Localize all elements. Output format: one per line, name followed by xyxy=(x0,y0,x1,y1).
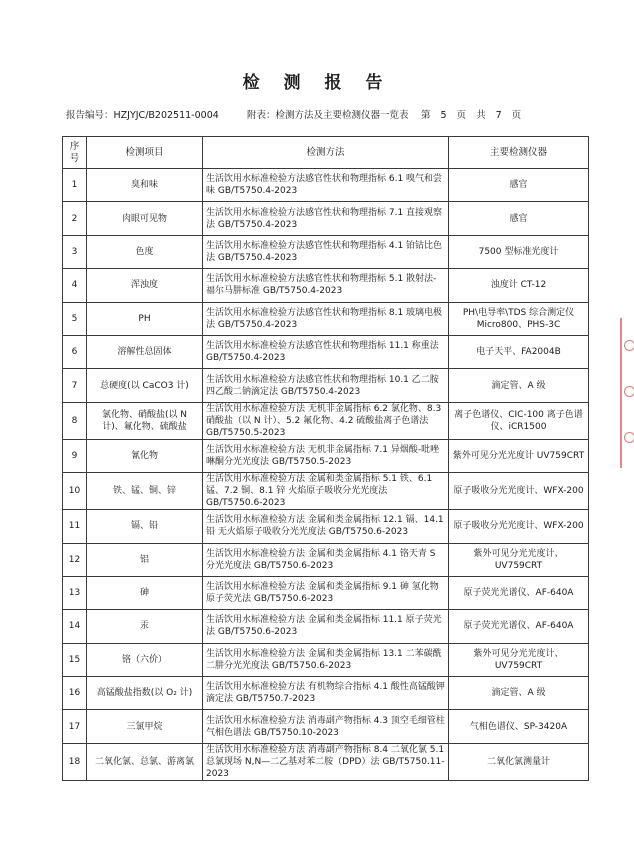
cell-instrument: 原子吸收分光光度计、WFX-200 xyxy=(449,510,589,543)
cell-instrument: 感官 xyxy=(449,169,589,202)
cell-method: 生活饮用水标准检验方法感官性状和物理指标 10.1 乙二胺四乙酸二钠滴定法 GB/T5750.4-2023 xyxy=(203,369,449,402)
cell-instrument: 滴定管、A 级 xyxy=(449,677,589,710)
cell-item: PH xyxy=(87,302,203,335)
cell-no: 8 xyxy=(63,402,87,439)
cell-method: 生活饮用水标准检验方法 无机非金属指标 7.1 异烟酸-吡唑啉酮分光光度法 GB/T5750.5-2023 xyxy=(203,439,449,472)
cell-item: 铝 xyxy=(87,543,203,576)
cell-method: 生活饮用水标准检验方法 金属和类金属指标 9.1 砷 氢化物原子荧光法 GB/T5750.6-2023 xyxy=(203,576,449,609)
cell-instrument: 电子天平、FA2004B xyxy=(449,335,589,368)
cell-no: 14 xyxy=(63,610,87,643)
cell-instrument: 紫外可见分光光度计 UV759CRT xyxy=(449,439,589,472)
cell-method: 生活饮用水标准检验方法感官性状和物理指标 8.1 玻璃电极法 GB/T5750.4-2023 xyxy=(203,302,449,335)
header-method: 检测方法 xyxy=(203,137,449,169)
page-indicator: 第 5 页 共 7 页 xyxy=(421,110,522,121)
header-instrument: 主要检测仪器 xyxy=(449,137,589,169)
cell-instrument: 二氧化氯测量计 xyxy=(449,743,589,780)
cell-method: 生活饮用水标准检验方法 消毒副产物指标 4.3 顶空毛细管柱气相色谱法 GB/T5750.10-2023 xyxy=(203,710,449,743)
cell-instrument: 7500 型标准光度计 xyxy=(449,235,589,268)
header-item: 检测项目 xyxy=(87,137,203,169)
report-number: 报告编号：HZJYJC/B202511-0004 xyxy=(66,110,219,121)
table-row xyxy=(63,202,589,235)
cell-no: 1 xyxy=(63,169,87,202)
table-row xyxy=(63,677,589,710)
cell-method: 生活饮用水标准检验方法 消毒副产物指标 8.4 二氧化氯 5.1 总氯现场 N,N—二乙基对苯二胺（DPD）法 GB/T5750.11-2023 xyxy=(203,743,449,780)
cell-no: 15 xyxy=(63,643,87,676)
cell-instrument: 紫外可见分光光度计、UV759CRT xyxy=(449,543,589,576)
cell-method: 生活饮用水标准检验方法 金属和类金属指标 4.1 铬天青 S 分光光度法 GB/T5750.6-2023 xyxy=(203,543,449,576)
cell-instrument: 气相色谱仪、SP-3420A xyxy=(449,710,589,743)
table-row xyxy=(63,269,589,302)
table-row xyxy=(63,643,589,676)
cell-method: 生活饮用水标准检验方法感官性状和物理指标 6.1 嗅气和尝味 GB/T5750.4-2023 xyxy=(203,169,449,202)
table-header-row xyxy=(63,137,589,169)
cell-method: 生活饮用水标准检验方法感官性状和物理指标 5.1 散射法-福尔马肼标准 GB/T5750.4-2023 xyxy=(203,269,449,302)
table-row xyxy=(63,576,589,609)
table-row xyxy=(63,610,589,643)
cell-no: 6 xyxy=(63,335,87,368)
cell-method: 生活饮用水标准检验方法 金属和类金属指标 5.1 铁、6.1 锰、7.2 铜、8.1 锌 火焰原子吸收分光光度法 GB/T5750.6-2023 xyxy=(203,473,449,510)
table-row xyxy=(63,439,589,472)
cell-no: 4 xyxy=(63,269,87,302)
cell-instrument: 感官 xyxy=(449,202,589,235)
cell-no: 11 xyxy=(63,510,87,543)
cell-item: 色度 xyxy=(87,235,203,268)
cell-instrument: 紫外可见分光光度计、UV759CRT xyxy=(449,643,589,676)
cell-item: 氰化物 xyxy=(87,439,203,472)
cell-no: 18 xyxy=(63,743,87,780)
header-no: 序号 xyxy=(63,137,87,169)
cell-no: 16 xyxy=(63,677,87,710)
cell-item: 臭和味 xyxy=(87,169,203,202)
cell-instrument: 原子吸收分光光度计、WFX-200 xyxy=(449,473,589,510)
report-title: 检 测 报 告 xyxy=(242,73,392,93)
methods-table xyxy=(62,136,589,781)
cell-item: 肉眼可见物 xyxy=(87,202,203,235)
cell-item: 浑浊度 xyxy=(87,269,203,302)
cell-method: 生活饮用水标准检验方法感官性状和物理指标 11.1 称重法 GB/T5750.4-2023 xyxy=(203,335,449,368)
table-row xyxy=(63,369,589,402)
cell-item: 铁、锰、铜、锌 xyxy=(87,473,203,510)
cell-item: 二氧化氯、总氯、游离氯 xyxy=(87,743,203,780)
cell-no: 12 xyxy=(63,543,87,576)
cell-method: 生活饮用水标准检验方法 金属和类金属指标 11.1 原子荧光法 GB/T5750.6-2023 xyxy=(203,610,449,643)
table-row xyxy=(63,473,589,510)
cell-no: 10 xyxy=(63,473,87,510)
cell-instrument: 原子荧光光谱仪、AF-640A xyxy=(449,576,589,609)
cell-method: 生活饮用水标准检验方法 无机非金属指标 6.2 氯化物、8.3 硝酸盐（以 N 计）、5.2 氟化物、4.2 硫酸盐离子色谱法 GB/T5750.5-2023 xyxy=(203,402,449,439)
cell-no: 7 xyxy=(63,369,87,402)
cell-item: 镉、铅 xyxy=(87,510,203,543)
cell-item: 溶解性总固体 xyxy=(87,335,203,368)
cell-item: 氯化物、硝酸盐(以 N 计)、氟化物、硫酸盐 xyxy=(87,402,203,439)
cell-instrument: 浊度计 CT-12 xyxy=(449,269,589,302)
cell-no: 17 xyxy=(63,710,87,743)
cell-item: 高锰酸盐指数(以 O₂ 计) xyxy=(87,677,203,710)
cell-method: 生活饮用水标准检验方法 金属和类金属指标 12.1 镉、14.1 铅 无火焰原子吸收分光光度法 GB/T5750.6-2023 xyxy=(203,510,449,543)
cell-no: 13 xyxy=(63,576,87,609)
table-row xyxy=(63,302,589,335)
seam-stamp xyxy=(620,318,634,468)
cell-instrument: 滴定管、A 级 xyxy=(449,369,589,402)
cell-no: 5 xyxy=(63,302,87,335)
cell-item: 汞 xyxy=(87,610,203,643)
table-row xyxy=(63,543,589,576)
table-row xyxy=(63,402,589,439)
table-body xyxy=(63,169,589,781)
cell-item: 铬（六价） xyxy=(87,643,203,676)
cell-instrument: 离子色谱仪、CIC-100 离子色谱仪、iCR1500 xyxy=(449,402,589,439)
cell-no: 2 xyxy=(63,202,87,235)
cell-instrument: 原子荧光光谱仪、AF-640A xyxy=(449,610,589,643)
appendix-caption: 附表：检测方法及主要检测仪器一览表 xyxy=(247,110,409,121)
cell-item: 三氯甲烷 xyxy=(87,710,203,743)
table-row xyxy=(63,710,589,743)
cell-method: 生活饮用水标准检验方法 金属和类金属指标 13.1 二苯碳酰二肼分光光度法 GB/T5750.6-2023 xyxy=(203,643,449,676)
cell-no: 9 xyxy=(63,439,87,472)
cell-method: 生活饮用水标准检验方法感官性状和物理指标 7.1 直接观察法 GB/T5750.4-2023 xyxy=(203,202,449,235)
table-row xyxy=(63,743,589,780)
cell-item: 砷 xyxy=(87,576,203,609)
table-row xyxy=(63,335,589,368)
cell-method: 生活饮用水标准检验方法 有机物综合指标 4.1 酸性高锰酸钾滴定法 GB/T5750.7-2023 xyxy=(203,677,449,710)
table-row xyxy=(63,510,589,543)
cell-no: 3 xyxy=(63,235,87,268)
cell-item: 总硬度(以 CaCO3 计) xyxy=(87,369,203,402)
cell-method: 生活饮用水标准检验方法感官性状和物理指标 4.1 铂钴比色法 GB/T5750.4-2023 xyxy=(203,235,449,268)
table-row xyxy=(63,235,589,268)
table-row xyxy=(63,169,589,202)
cell-instrument: PH\电导率\TDS 综合测定仪 Micro800、PHS-3C xyxy=(449,302,589,335)
